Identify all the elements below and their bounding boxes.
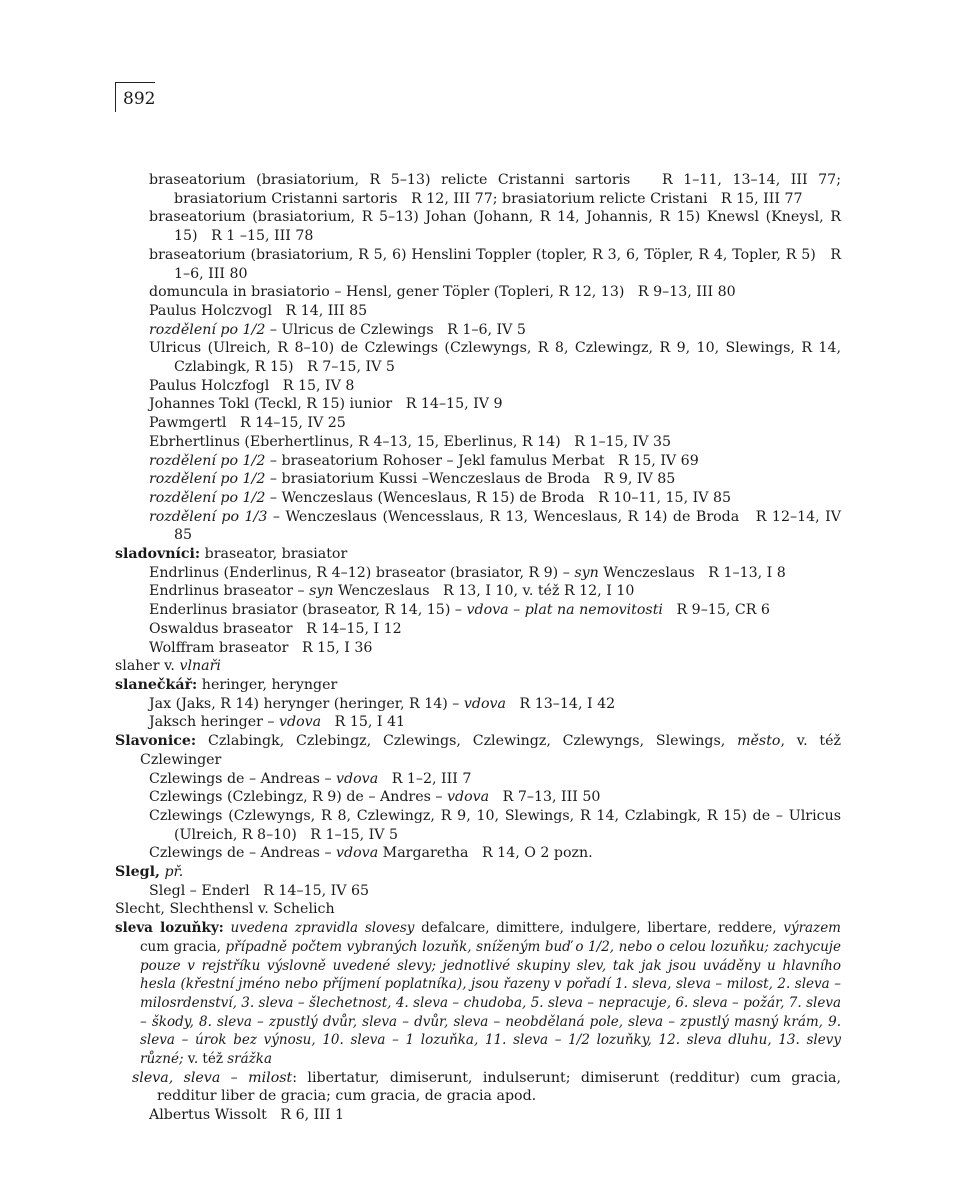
index-subentry: braseatorium (brasiatorium, R 5, 6) Henslini Toppler (topler, R 3, 6, Töpler, R 4, Topler, R 5) R 1–6, III 80 <box>149 246 841 282</box>
index-subentry: Jax (Jaks, R 14) herynger (heringer, R 14) – vdova R 13–14, I 42 <box>149 695 616 712</box>
index-subentry: Ulricus (Ulreich, R 8–10) de Czlewings (Czlewyngs, R 8, Czlewingz, R 9, 10, Slewings, R 14, Czlabingk, R 15) R 7–15, IV 5 <box>149 340 841 376</box>
index-subentry: Albertus Wissolt R 6, III 1 <box>149 1107 345 1124</box>
index-subentry: Enderlinus brasiator (braseator, R 14, 15) – vdova – plat na nemovitosti R 9–15, CR 6 <box>149 602 770 619</box>
index-subentry: sleva, sleva – milost: libertatur, dimiserunt, indulserunt; dimiserunt (redditur) cum gracia, redditur liber de gracia; cum gracia, de gracia apod. <box>132 1069 841 1105</box>
index-subentry: Paulus Holczvogl R 14, III 85 <box>149 302 368 319</box>
index-subentry: rozdělení po 1/2 – Wenczeslaus (Wenceslaus, R 15) de Broda R 10–11, 15, IV 85 <box>149 489 732 506</box>
index-subentry: rozdělení po 1/3 – Wenczeslaus (Wencesslaus, R 13, Wenceslaus, R 14) de Broda R 12–14, IV 85 <box>149 508 841 544</box>
index-subentry: Pawmgertl R 14–15, IV 25 <box>149 415 346 432</box>
index-subentry: Czlewings de – Andreas – vdova R 1–2, III 7 <box>149 770 472 787</box>
index-entries <box>115 171 841 1125</box>
index-headword-entry: sleva lozuňky: uvedena zpravidla slovesy defalcare, dimittere, indulgere, libertare, reddere, výrazem cum gracia, případně počtem vybraných lozuňk, sníženým buď o 1/2, nebo o celou lozuňku; zachycuje pouze v rejstříku výslovně uvedené slevy; jednotlivé skupiny slev, tak jak jsou uváděny u hlavního hesla (křestní jméno nebo příjmení poplatníka), jsou řazeny v pořadí 1. sleva, sleva – milost, 2. sleva – milosrdenství, 3. sleva – šlechetnost, 4. sleva – chudoba, 5. sleva – nepracuje, 6. sleva – požár, 7. sleva – škody, 8. sleva – zpustlý dvůr, sleva – dvůr, sleva – neobdělaná pole, sleva – zpustlý masný krám, 9. sleva – úrok bez výnosu, 10. sleva – 1 lozuňka, 11. sleva – 1/2 lozuňky, 12. sleva dluhu, 13. slevy různé; v. též srážka <box>115 920 841 1068</box>
index-subentry: Czlewings de – Andreas – vdova Margaretha R 14, O 2 pozn. <box>149 845 593 862</box>
index-headword-entry: slanečkář: heringer, herynger <box>115 676 338 693</box>
page-number: 892 <box>115 82 155 112</box>
index-subentry: Slegl – Enderl R 14–15, IV 65 <box>149 882 370 899</box>
index-subentry: Johannes Tokl (Teckl, R 15) iunior R 14–15, IV 9 <box>149 396 503 413</box>
index-subentry: rozdělení po 1/2 – brasiatorium Kussi –Wenczeslaus de Broda R 9, IV 85 <box>149 471 676 488</box>
index-subentry: Jaksch heringer – vdova R 15, I 41 <box>149 714 406 731</box>
index-headword-entry: Slecht, Slechthensl v. Schelich <box>115 901 335 918</box>
index-subentry: braseatorium (brasiatorium, R 5–13) Johan (Johann, R 14, Johannis, R 15) Knewsl (Kneysl, R 15) R 1 –15, III 78 <box>149 209 841 245</box>
index-subentry: Endrlinus braseator – syn Wenczeslaus R 13, I 10, v. též R 12, I 10 <box>149 583 635 600</box>
index-subentry: rozdělení po 1/2 – braseatorium Rohoser – Jekl famulus Merbat R 15, IV 69 <box>149 452 699 469</box>
index-subentry: Ebrhertlinus (Eberhertlinus, R 4–13, 15, Eberlinus, R 14) R 1–15, IV 35 <box>149 433 672 450</box>
index-subentry: Endrlinus (Enderlinus, R 4–12) braseator (brasiator, R 9) – syn Wenczeslaus R 1–13, I 8 <box>149 564 786 581</box>
index-subentry: Paulus Holczfogl R 15, IV 8 <box>149 377 355 394</box>
index-headword-entry: slaher v. vlnaři <box>115 658 221 675</box>
index-headword-entry: sladovníci: braseator, brasiator <box>115 546 348 563</box>
index-subentry: Wolffram braseator R 15, I 36 <box>149 639 373 656</box>
index-subentry: Czlewings (Czlewyngs, R 8, Czlewingz, R 9, 10, Slewings, R 14, Czlabingk, R 15) de – Ulricus (Ulreich, R 8–10) R 1–15, IV 5 <box>149 807 841 843</box>
index-headword-entry: Slegl, př. <box>115 864 184 881</box>
index-subentry: domuncula in brasiatorio – Hensl, gener Töpler (Topleri, R 12, 13) R 9–13, III 80 <box>149 284 736 301</box>
index-subentry: Oswaldus braseator R 14–15, I 12 <box>149 620 402 637</box>
index-subentry: braseatorium (brasiatorium, R 5–13) relicte Cristanni sartoris R 1–11, 13–14, III 77; brasiatorium Cristanni sartoris R 12, III 77; brasiatorium relicte Cristani R 15, III 77 <box>149 172 841 207</box>
index-subentry: Czlewings (Czlebingz, R 9) de – Andres – vdova R 7–13, III 50 <box>149 789 601 806</box>
index-subentry: rozdělení po 1/2 – Ulricus de Czlewings R 1–6, IV 5 <box>149 321 526 338</box>
index-headword-entry: Slavonice: Czlabingk, Czlebingz, Czlewings, Czlewingz, Czlewyngs, Slewings, město, v. též Czlewinger <box>115 733 841 768</box>
